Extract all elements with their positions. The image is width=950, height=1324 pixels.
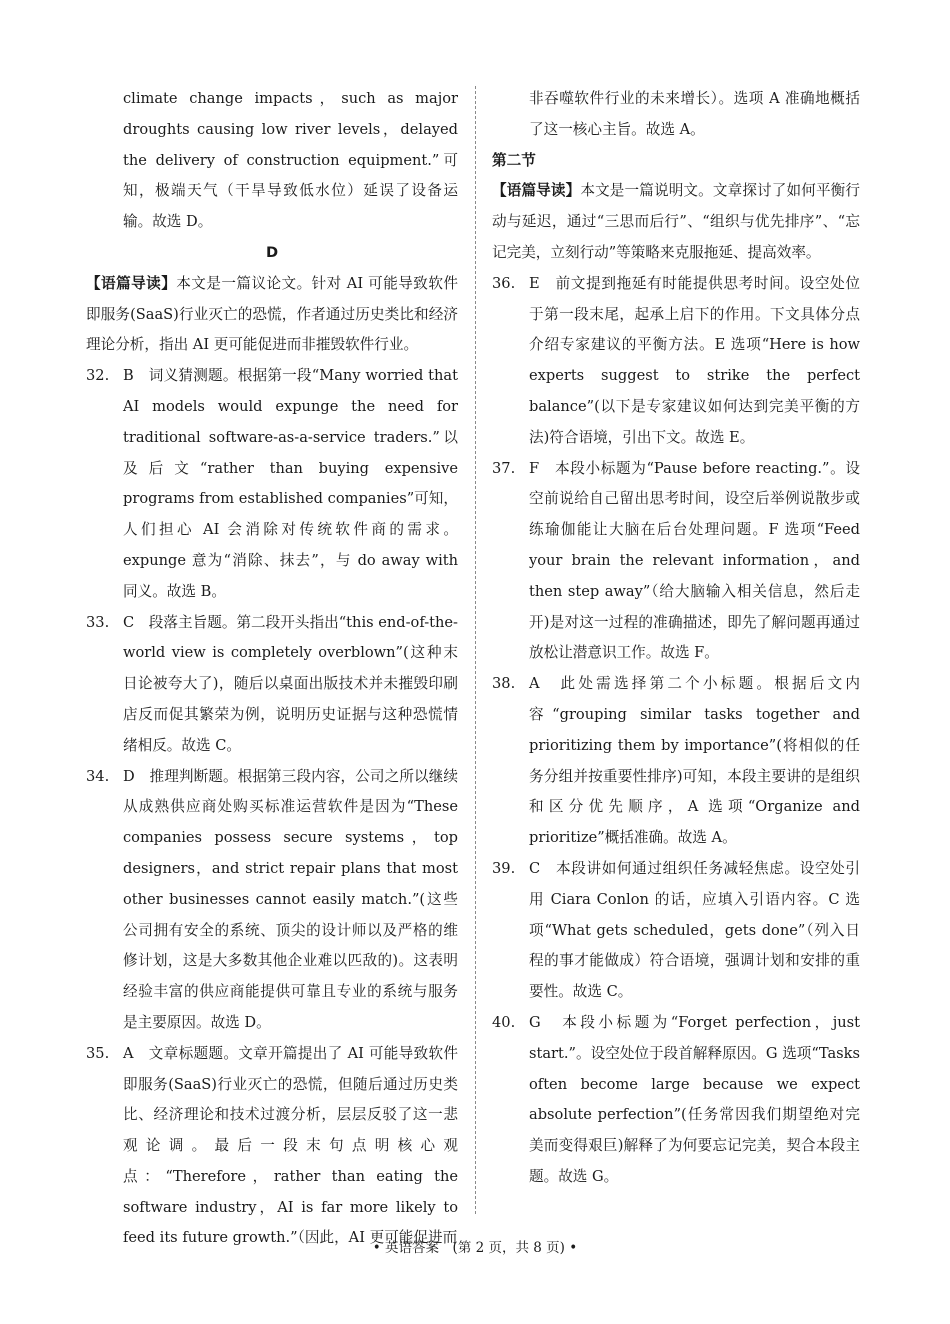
answer-explanation: E 前文提到拖延有时能提供思考时间。设空处位于第一段末尾，起承上启下的作用。下文具体分点介绍专家建议的平衡方法。E 选项“Here is how experts suggest to strike the perfect balance”(以下是专家建议如何达到完美平衡的方法)符合语境，引出下文。故选 E。 bbox=[529, 274, 860, 446]
question-number: 34. bbox=[86, 767, 110, 785]
answer-explanation: G 本段小标题为“Forget perfection，just start.”。设空处位于段首解释原因。G 选项“Tasks often become large because we expect absolute perfection”(任务常因我们期望绝对完美而变得艰巨)解释了为何要忘记完美，契合本段主题。故选 G。 bbox=[529, 1013, 860, 1185]
passage-guide-tag: 【语篇导读】 bbox=[492, 182, 581, 200]
left-column bbox=[86, 84, 458, 1247]
answer-explanation: C 段落主旨题。第二段开头指出“this end-of-the-world view is completely overblown”(这种末日论被夸大了)，随后以桌面出版技术并未摧毁印刷店反而促其繁荣为例，说明历史证据与这种恐慌情绪相反。故选 C。 bbox=[123, 613, 458, 754]
answer-explanation: A 文章标题题。文章开篇提出了 AI 可能导致软件即服务(SaaS)行业灭亡的恐慌，但随后通过历史类比、经济理论和技术过渡分析，层层反驳了这一悲观论调。最后一段末句点明核心观点：“Therefore，rather than eating the software industry，AI is far more likely to feed its future growth.”（因此，AI 更可能促进而 bbox=[123, 1044, 458, 1247]
right-column bbox=[492, 84, 860, 1232]
passage-guide-tag: 【语篇导读】 bbox=[86, 274, 177, 292]
answer-explanation: F 本段小标题为“Pause before reacting.”。设空前说给自己留出思考时间，设空后举例说散步或练瑜伽能让大脑在后台处理问题。F 选项“Feed your brain the relevant information，and then step away”（给大脑输入相关信息，然后走开)是对这一过程的准确描述，即先了解问题再通过放松让潜意识工作。故选 F。 bbox=[529, 459, 860, 662]
question-number: 38. bbox=[492, 675, 516, 693]
question-number: 37. bbox=[492, 459, 516, 477]
section-heading: 第二节 bbox=[492, 151, 536, 169]
page-footer: • 英语答案 (第 2 页，共 8 页) • bbox=[372, 1240, 578, 1256]
section-letter: D bbox=[265, 243, 279, 261]
passage-guide bbox=[86, 269, 458, 361]
answer-item-34 bbox=[86, 762, 458, 1039]
question-number: 35. bbox=[86, 1044, 110, 1062]
answer-explanation: C 本段讲如何通过组织任务减轻焦虑。设空处引用 Ciara Conlon 的话，应填入引语内容。C 选项“What gets scheduled，gets done”（列入日程的事才能做成）符合语境，强调计划和安排的重要性。故选 C。 bbox=[529, 859, 860, 1001]
question-number: 39. bbox=[492, 859, 516, 877]
answer-explanation: B 词义猜测题。根据第一段“Many worried that AI models would expunge the need for traditional software-as-a-service traders.”以及后文“rather than buying expensive programs from established companies”可知，人们担心 AI 会消除对传统软件商的需求。expunge 意为“消除、抹去”，与 do away with 同义。故选 B。 bbox=[123, 367, 458, 600]
answer-item-35 bbox=[86, 1039, 458, 1255]
answer-item-38 bbox=[492, 669, 860, 854]
answer-explanation: A 此处需选择第二个小标题。根据后文内容“grouping similar tasks together and prioritizing them by importance”(将相似的任务分组并按重要性排序)可知，本段主要讲的是组织和区分优先顺序，A 选项“Organize and prioritize”概括准确。故选 A。 bbox=[529, 675, 860, 847]
carryover-paragraph: 非吞噬软件行业的未来增长）。选项 A 准确地概括了这一核心主旨。故选 A。 bbox=[529, 90, 860, 138]
column-divider bbox=[475, 86, 476, 1214]
answer-item-37 bbox=[492, 454, 860, 670]
answer-explanation: D 推理判断题。根据第三段内容，公司之所以继续从成熟供应商处购买标准运营软件是因为“These companies possess secure systems，top designers，and strict repair plans that most other businesses cannot easily match.”(这些公司拥有安全的系统、顶尖的设计师以及严格的维修计划，这是大多数其他企业难以匹敌的)。这表明经验丰富的供应商能提供可靠且专业的系统与服务是主要原因。故选 D。 bbox=[123, 767, 458, 1031]
passage-guide-text: 本文是一篇说明文。文章探讨了如何平衡行动与延迟，通过“三思而后行”、“组织与优先排序”、“忘记完美，立刻行动”等策略来克服拖延、提高效率。 bbox=[492, 182, 860, 261]
question-number: 40. bbox=[492, 1013, 516, 1031]
answer-item-40 bbox=[492, 1008, 860, 1193]
answer-item-36 bbox=[492, 269, 860, 454]
passage-guide-text: 本文是一篇议论文。针对 AI 可能导致软件即服务(SaaS)行业灭亡的恐慌，作者通过历史类比和经济理论分析，指出 AI 更可能促进而非摧毁软件行业。 bbox=[86, 274, 458, 354]
carryover-paragraph: climate change impacts，such as major droughts causing low river levels，delayed the delivery of construction equipment.”可知，极端天气（干旱导致低水位）延误了设备运输。故选 D。 bbox=[123, 90, 458, 231]
answer-item-32 bbox=[86, 361, 458, 607]
answer-item-33 bbox=[86, 608, 458, 762]
question-number: 36. bbox=[492, 274, 516, 292]
answer-item-39 bbox=[492, 854, 860, 1008]
question-number: 33. bbox=[86, 613, 110, 631]
passage-guide bbox=[492, 176, 860, 268]
question-number: 32. bbox=[86, 367, 110, 385]
